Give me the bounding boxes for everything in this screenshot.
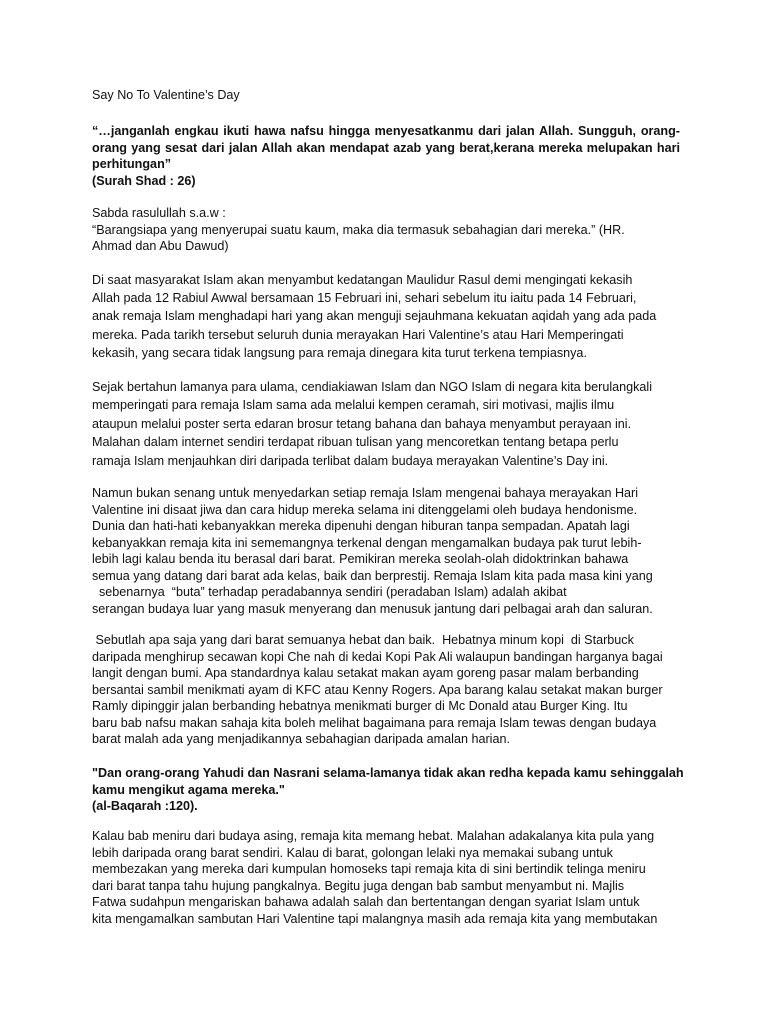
quran-quote-2 <box>92 765 684 815</box>
paragraph-line: kita mengamalkan sambutan Hari Valentine tapi malangnya masih ada remaja kita yang membutakan <box>92 911 658 926</box>
paragraph-line: Malahan dalam internet sendiri terdapat ribuan tulisan yang mencoretkan tentang betapa perlu <box>92 435 619 450</box>
paragraph-line: Fatwa sudahpun mengariskan bahawa adalah salah dan bertentangan dengan syariat Islam untuk <box>92 895 640 909</box>
paragraph-2 <box>92 378 680 470</box>
quote-line: orang yang sesat dari jalan Allah akan mendapat azab yang berat,kerana mereka melupakan hari <box>92 140 680 155</box>
paragraph-1 <box>92 271 680 362</box>
paragraph-line: Sebutlah apa saja yang dari barat semuanya hebat dan baik. Hebatnya minum kopi di Starbuck <box>92 633 634 647</box>
quote-line: perhitungan” <box>92 157 172 171</box>
paragraph-line: kebanyakkan remaja kita ini sememangnya terkenal dengan mengamalkan budaya pak turut lebih- <box>92 535 642 550</box>
paragraph-line: serangan budaya luar yang masuk menyerang dan menusuk jantung dari pelbagai arah dan saluran. <box>92 601 653 616</box>
quote-line: “…janganlah engkau ikuti hawa nafsu hingga menyesatkanmu dari jalan Allah. Sungguh, orang- <box>92 124 680 138</box>
title-line: Say No To Valentine’s Day <box>92 88 240 102</box>
paragraph-line: Dunia dan hati-hati kebanyakkan mereka dipenuhi dengan hiburan tanpa sempadan. Apatah lagi <box>92 519 630 533</box>
paragraph-line: ataupun melalui poster serta edaran brosur tetang bahana dan bahaya menyambut perayaan ini. <box>92 416 632 431</box>
paragraph-line: dari barat tanpa tahu hujung pangkalnya. Begitu juga dengan bab sambut menyambut ni. Majlis <box>92 878 625 893</box>
quote-line: kamu mengikut agama mereka." <box>92 782 285 797</box>
paragraph-line: Kalau bab meniru dari budaya asing, remaja kita memang hebat. Malahan adakalanya kita pula yang <box>92 829 655 843</box>
paragraph-5 <box>92 828 680 927</box>
paragraph-line: memperingati para remaja Islam sama ada melalui kempen ceramah, siri motivasi, majlis ilmu <box>92 398 615 413</box>
hadith-line: Ahmad dan Abu Dawud) <box>92 239 229 253</box>
hadith-block <box>92 205 680 255</box>
paragraph-line: membezakan yang mereka dari kumpulan homoseks tapi remaja kita di sini bertindik telinga meniru <box>92 862 646 876</box>
quote-reference: (Surah Shad : 26) <box>92 173 196 188</box>
paragraph-line: mereka. Pada tarikh tersebut seluruh dunia merayakan Hari Valentine’s atau Hari Memperingati <box>92 327 624 342</box>
paragraph-4 <box>92 632 680 748</box>
hadith-line: “Barangsiapa yang menyerupai suatu kaum, maka dia termasuk sebahagian dari mereka.” (HR. <box>92 222 625 237</box>
paragraph-line: bersantai sambil menikmati ayam di KFC atau Kenny Rogers. Apa barang kalau setakat makan burger <box>92 682 663 697</box>
paragraph-line: Valentine ini disaat jiwa dan cara hidup mereka selama ini ditenggelami oleh budaya hendonisme. <box>92 502 638 517</box>
quote-reference: (al-Baqarah :120). <box>92 799 198 813</box>
paragraph-line: Ramly dipinggir jalan berbanding hebatnya menikmati burger di Mc Donald atau Burger King. Itu <box>92 699 628 713</box>
paragraph-line: lebih lagi kalau benda itu berasal dari barat. Pemikiran mereka seolah-olah didoktrinkan bahawa <box>92 552 629 566</box>
paragraph-line: daripada menghirup secawan kopi Che nah di kedai Kopi Pak Ali walaupun bandingan harganya bagai <box>92 649 663 664</box>
paragraph-line: kekasih, yang secara tidak langsung para remaja dinegara kita turut terkena tempiasnya. <box>92 345 587 360</box>
paragraph-3 <box>92 485 680 617</box>
paragraph-line: Di saat masyarakat Islam akan menyambut kedatangan Maulidur Rasul demi mengingati kekasih <box>92 273 633 287</box>
paragraph-line: baru bab nafsu makan sahaja kita boleh melihat bagaimana para remaja Islam tewas dengan budaya <box>92 715 657 730</box>
quran-quote-1 <box>92 123 680 189</box>
paragraph-line: barat malah ada yang menjadikannya sebahagian daripada amalan harian. <box>92 732 510 746</box>
paragraph-line: anak remaja Islam menghadapi hari yang akan menguji sejauhmana kekuatan aqidah yang ada pada <box>92 309 657 324</box>
paragraph-line: Namun bukan senang untuk menyedarkan setiap remaja Islam mengenai bahaya merayakan Hari <box>92 486 639 500</box>
paragraph-line: semua yang datang dari barat ada kelas, baik dan berprestij. Remaja Islam kita pada masa kini yang <box>92 568 653 583</box>
paragraph-line: Sejak bertahun lamanya para ulama, cendiakiawan Islam dan NGO Islam di negara kita berulangkali <box>92 380 653 394</box>
paragraph-line: ramaja Islam menjauhkan diri daripada terlibat dalam budaya merayakan Valentine’s Day ini. <box>92 453 609 468</box>
paragraph-line: sebenarnya “buta” terhadap peradabannya sendiri (peradaban Islam) adalah akibat <box>92 585 567 599</box>
quote-line: "Dan orang-orang Yahudi dan Nasrani selama-lamanya tidak akan redha kepada kamu sehinggalah <box>92 766 684 780</box>
paragraph-line: lebih daripada orang barat sendiri. Kalau di barat, golongan lelaki nya memakai subang untuk <box>92 845 613 860</box>
paragraph-line: Allah pada 12 Rabiul Awwal bersamaan 15 Februari ini, sehari sebelum itu iaitu pada 14 Februari, <box>92 291 637 306</box>
paragraph-line: langit dengan bumi. Apa standardnya kalau setakat makan ayam goreng pasar malam berbanding <box>92 666 639 680</box>
hadith-intro: Sabda rasulullah s.a.w : <box>92 206 226 220</box>
document-title <box>92 87 680 104</box>
